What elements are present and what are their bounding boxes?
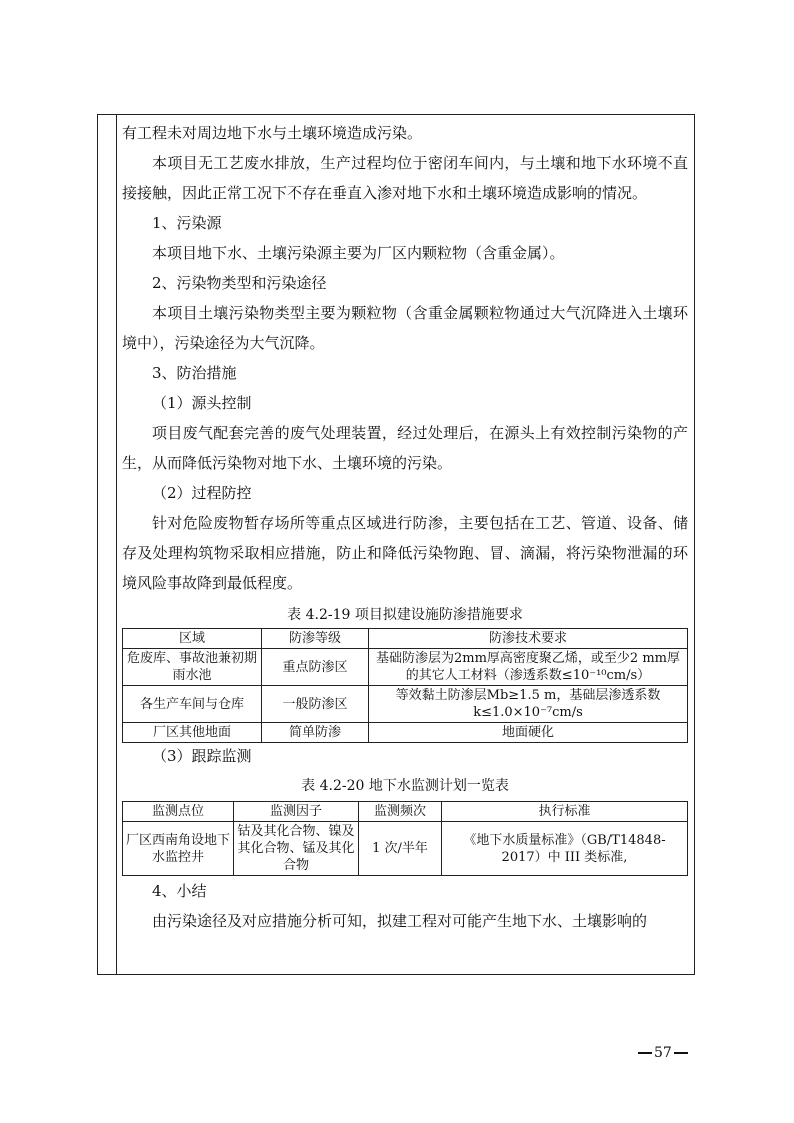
- table-header-cell: 防渗技术要求: [369, 629, 688, 649]
- subsection-heading: （2）过程防控: [152, 484, 252, 502]
- subsection-heading: （3）跟踪监测: [152, 747, 252, 765]
- dash-icon: [674, 1052, 688, 1054]
- table-header-cell: 区域: [123, 629, 262, 649]
- table-cell: 各生产车间与仓库: [123, 686, 262, 723]
- table-row: [123, 822, 688, 876]
- table-caption: 表 4.2-19 项目拟建设施防渗措施要求: [287, 607, 523, 623]
- section-heading: 3、防治措施: [152, 364, 237, 382]
- section-heading: 1、污染源: [152, 214, 222, 232]
- table-caption: 表 4.2-20 地下水监测计划一览表: [301, 778, 509, 794]
- table-row: [123, 649, 688, 686]
- table-cell: 基础防渗层为2mm厚高密度聚乙烯，或至少2 mm厚的其它人工材料（渗透系数≤10⁻¹⁰cm/s）: [369, 649, 688, 686]
- paragraph: 由污染途径及对应措施分析可知，拟建工程对可能产生地下水、土壤影响的: [152, 912, 648, 930]
- document-body: [122, 118, 688, 936]
- paragraph: 针对危险废物暂存场所等重点区域进行防渗，主要包括在工艺、管道、设备、储存及处理构筑物采取相应措施，防止和降低污染物跑、冒、滴漏，将污染物泄漏的环境风险事故降到最低程度。: [122, 514, 688, 592]
- table-header-cell: 防渗等级: [262, 629, 369, 649]
- table-cell: 一般防渗区: [262, 686, 369, 723]
- table-cell: 重点防渗区: [262, 649, 369, 686]
- table-cell: 厂区其他地面: [123, 723, 262, 743]
- paragraph: 有工程未对周边地下水与土壤环境造成污染。: [122, 124, 423, 142]
- paragraph: 本项目无工艺废水排放，生产过程均位于密闭车间内，与土壤和地下水环境不直接接触，因此正常工况下不存在垂直入渗对地下水和土壤环境造成影响的情况。: [122, 154, 688, 202]
- table-header-cell: 监测频次: [359, 802, 442, 822]
- margin-rule: [116, 114, 117, 975]
- table-header-row: [123, 629, 688, 649]
- section-heading: 2、污染物类型和污染途径: [152, 274, 327, 292]
- table-cell: 危废库、事故池兼初期雨水池: [123, 649, 262, 686]
- table-header-cell: 监测点位: [123, 802, 234, 822]
- table-cell: 地面硬化: [369, 723, 688, 743]
- table-row: [123, 723, 688, 743]
- subsection-heading: （1）源头控制: [152, 394, 252, 412]
- dash-icon: [638, 1052, 652, 1054]
- page-number: [638, 1045, 688, 1061]
- table-cell: 钴及其化合物、镍及其化合物、锰及其化合物: [234, 822, 359, 876]
- paragraph: 本项目土壤污染物类型主要为颗粒物（含重金属颗粒物通过大气沉降进入土壤环境中），污染途径为大气沉降。: [122, 304, 688, 352]
- table-cell: 等效黏土防渗层Mb≥1.5 m，基础层渗透系数k≤1.0×10⁻⁷cm/s: [369, 686, 688, 723]
- table-header-cell: 执行标准: [442, 802, 688, 822]
- anti-seepage-table: [122, 628, 688, 743]
- groundwater-monitoring-table: [122, 801, 688, 876]
- table-cell: 简单防渗: [262, 723, 369, 743]
- table-cell: 1 次/半年: [359, 822, 442, 876]
- table-cell: 厂区西南角设地下水监控井: [123, 822, 234, 876]
- page-number-text: 57: [654, 1045, 672, 1061]
- table-row: [123, 686, 688, 723]
- paragraph: 本项目地下水、土壤污染源主要为厂区内颗粒物（含重金属）。: [152, 244, 565, 262]
- table-cell: 《地下水质量标准》（GB/T14848-2017）中 III 类标准,: [442, 822, 688, 876]
- section-heading: 4、小结: [152, 882, 207, 900]
- table-header-row: [123, 802, 688, 822]
- paragraph: 项目废气配套完善的废气处理装置，经过处理后，在源头上有效控制污染物的产生，从而降低污染物对地下水、土壤环境的污染。: [122, 424, 688, 472]
- table-header-cell: 监测因子: [234, 802, 359, 822]
